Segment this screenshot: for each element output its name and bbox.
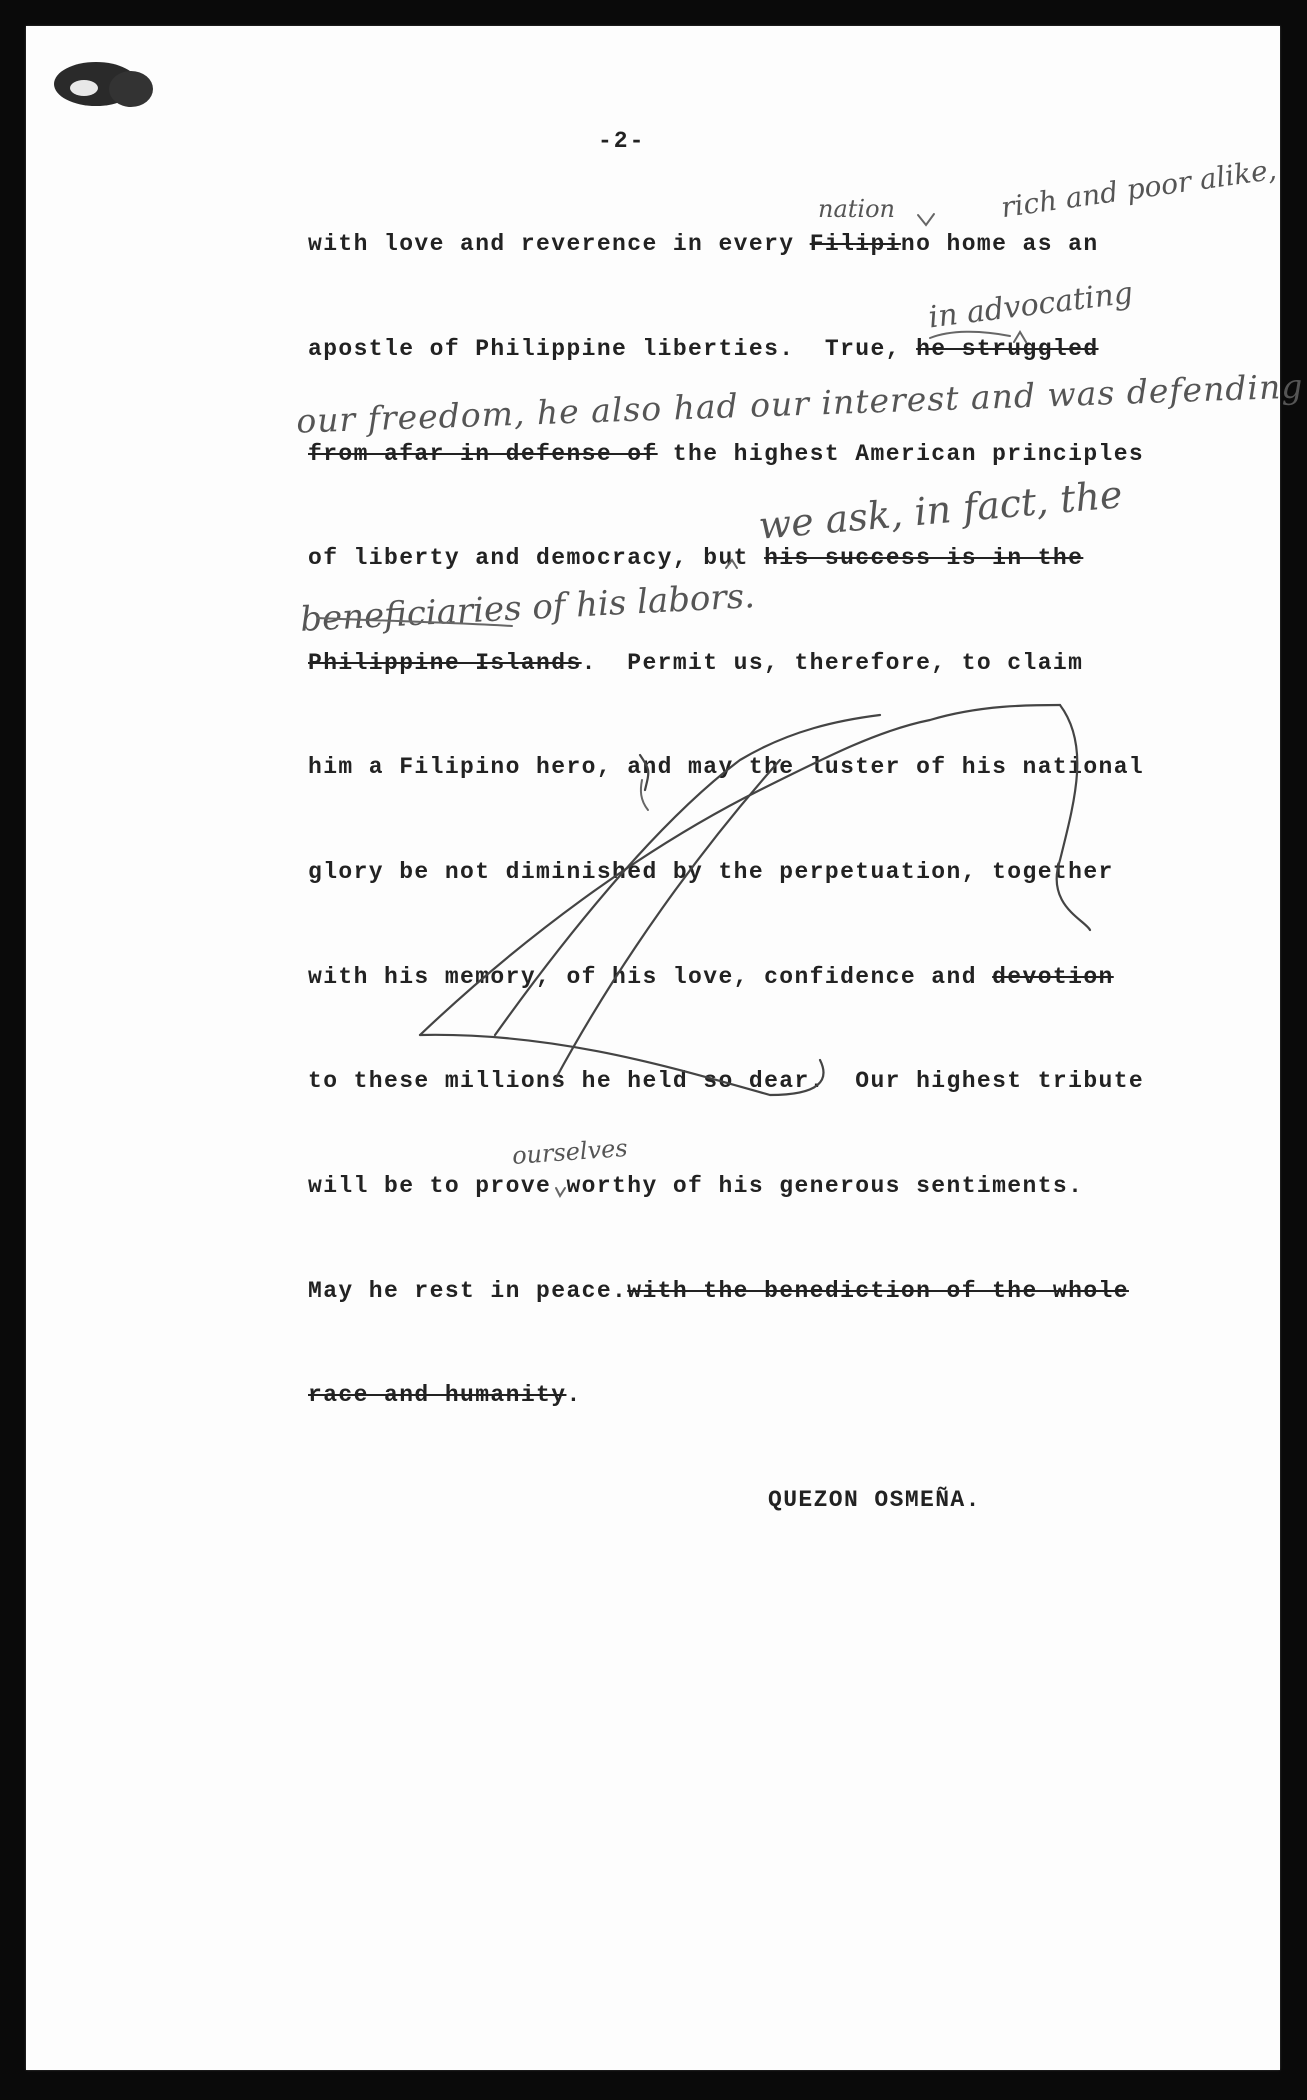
- typed-text: .: [566, 1382, 582, 1408]
- typed-text: May he rest in peace.: [308, 1278, 628, 1304]
- struck-text: he struggled: [916, 336, 1099, 362]
- struck-text: Filipi: [809, 231, 901, 257]
- handwritten-beneficiaries: beneficiaries of his labors.: [299, 576, 756, 640]
- page-number: -2-: [598, 128, 646, 154]
- typed-text: with love and reverence in every: [308, 231, 810, 257]
- typed-text: will be to prove worthy of his generous sentiments.: [308, 1173, 1084, 1199]
- struck-text: his success is in the: [764, 545, 1084, 571]
- struck-text: devotion: [992, 964, 1114, 990]
- handwritten-rich-poor: rich and poor alike,: [999, 152, 1279, 225]
- handwritten-we-ask: we ask, in fact, the: [756, 472, 1125, 548]
- handwritten-ourselves: ourselves: [511, 1134, 629, 1170]
- typed-text: of liberty and democracy, but: [308, 545, 765, 571]
- signature-line: QUEZON OSMEÑA.: [768, 1487, 981, 1513]
- typed-text: the highest American principles: [657, 441, 1145, 467]
- typed-text: him a Filipino hero, and may the luster of his national: [308, 754, 1145, 780]
- struck-text: from afar in defense of: [308, 441, 658, 467]
- typed-text: no home as an: [900, 231, 1099, 257]
- typed-text: apostle of Philippine liberties. True,: [308, 336, 917, 362]
- typed-text: . Permit us, therefore, to claim: [581, 650, 1084, 676]
- handwritten-freedom: our freedom, he also had our interest and was defending: [295, 366, 1304, 441]
- typed-text: to these millions he held so dear. Our highest tribute: [308, 1068, 1145, 1094]
- struck-text: Philippine Islands: [308, 650, 582, 676]
- typed-text: glory be not diminished by the perpetuation, together: [308, 859, 1114, 885]
- struck-text: with the benediction of the whole: [627, 1278, 1129, 1304]
- struck-text: race and humanity: [308, 1382, 567, 1408]
- handwritten-advocating: in advocating: [926, 275, 1135, 336]
- handwritten-nation: nation: [818, 195, 895, 223]
- typed-text: with his memory, of his love, confidence and: [308, 964, 993, 990]
